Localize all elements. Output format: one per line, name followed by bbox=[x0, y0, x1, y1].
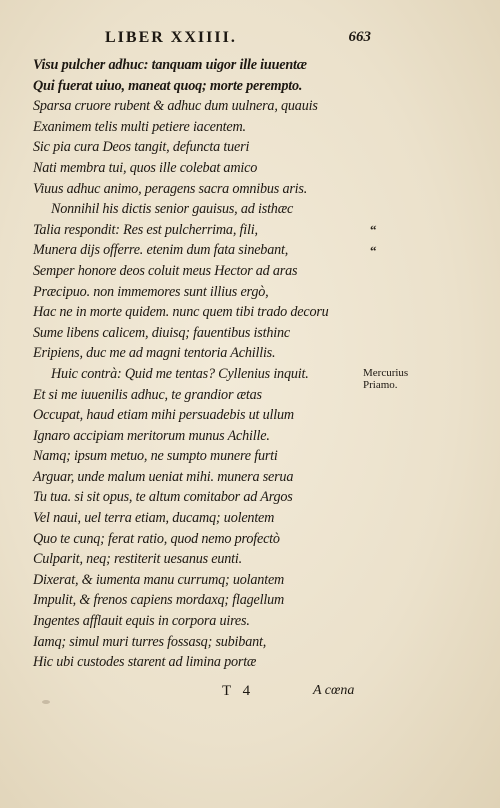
verse-line: Sic pia cura Deos tangit, defuncta tueri bbox=[33, 139, 250, 156]
quote-mark: “ bbox=[370, 243, 377, 258]
page-footer bbox=[0, 683, 500, 703]
verse-line: Impulit, & frenos capiens mordaxq; flagellum bbox=[33, 592, 285, 609]
marginal-note-line: Priamo. bbox=[363, 379, 398, 391]
verse-line: Quo te cunq; ferat ratio, quod nemo profectò bbox=[33, 530, 280, 547]
catchword: A cœna bbox=[313, 683, 355, 698]
verse-text bbox=[33, 55, 368, 673]
verse-line: Vel naui, uel terra etiam, ducamq; uolentem bbox=[33, 510, 275, 527]
verse-line: Hic ubi custodes starent ad limina portæ bbox=[33, 654, 257, 671]
verse-line: Viuus adhuc animo, peragens sacra omnibus aris. bbox=[33, 180, 308, 197]
verse-line: Sparsa cruore rubent & adhuc dum uulnera, quauis bbox=[33, 98, 318, 115]
running-head: LIBER XXIIII. bbox=[105, 29, 237, 46]
verse-line: Munera dijs offerre. etenim dum fata sinebant, bbox=[33, 242, 289, 259]
verse-line: Exanimem telis multi petiere iacentem. bbox=[33, 118, 246, 135]
verse-line: Nati membra tui, quos ille colebat amico bbox=[33, 159, 258, 176]
verse-line: Occupat, haud etiam mihi persuadebis ut ullum bbox=[33, 407, 294, 424]
verse-line: Iamq; simul muri turres fossasq; subibant, bbox=[33, 633, 267, 650]
quote-mark: “ bbox=[370, 222, 377, 237]
verse-line: Visu pulcher adhuc: tanquam uigor ille iuuentæ bbox=[33, 57, 307, 73]
verse-line: Semper honore deos coluit meus Hector ad aras bbox=[33, 262, 298, 279]
verse-line: Hac ne in morte quidem. nunc quem tibi trado decoru bbox=[33, 304, 329, 321]
verse-line: Ingentes afflauit equis in corpora uires. bbox=[33, 613, 250, 630]
verse-line: Qui fuerat uiuo, maneat quoq; morte perempto. bbox=[33, 77, 303, 94]
verse-line: Tu tua. si sit opus, te altum comitabor ad Argos bbox=[33, 489, 293, 506]
verse-line: Ignaro accipiam meritorum munus Achille. bbox=[33, 427, 270, 444]
verse-line: Et si me iuuenilis adhuc, te grandior ætas bbox=[33, 386, 262, 403]
signature-mark: T 4 bbox=[222, 683, 255, 699]
verse-line: Præcipuo. non immemores sunt illius ergò, bbox=[33, 283, 269, 300]
verse-line: Huic contrà: Quid me tentas? Cyllenius inquit. bbox=[51, 365, 309, 382]
page-number: 663 bbox=[348, 29, 371, 45]
marginal-note-line: Mercurius bbox=[363, 367, 409, 379]
verse-line: Namq; ipsum metuo, ne sumpto munere furti bbox=[33, 448, 278, 465]
verse-line: Sume libens calicem, diuisq; fauentibus isthinc bbox=[33, 324, 290, 341]
verse-line: Dixerat, & iumenta manu currumq; uolantem bbox=[33, 571, 285, 588]
verse-line: Nonnihil his dictis senior gauisus, ad isthæc bbox=[51, 201, 294, 218]
verse-line: Eripiens, duc me ad magni tentoria Achillis. bbox=[33, 345, 276, 362]
page-header bbox=[95, 29, 375, 49]
verse-line: Culparit, neq; restiterit uesanus eunti. bbox=[33, 551, 243, 568]
verse-line: Arguar, unde malum ueniat mihi. munera serua bbox=[33, 468, 294, 485]
verse-line: Talia respondit: Res est pulcherrima, fili, bbox=[33, 221, 258, 238]
marginal-note bbox=[363, 367, 443, 391]
ink-smudge bbox=[42, 700, 50, 704]
